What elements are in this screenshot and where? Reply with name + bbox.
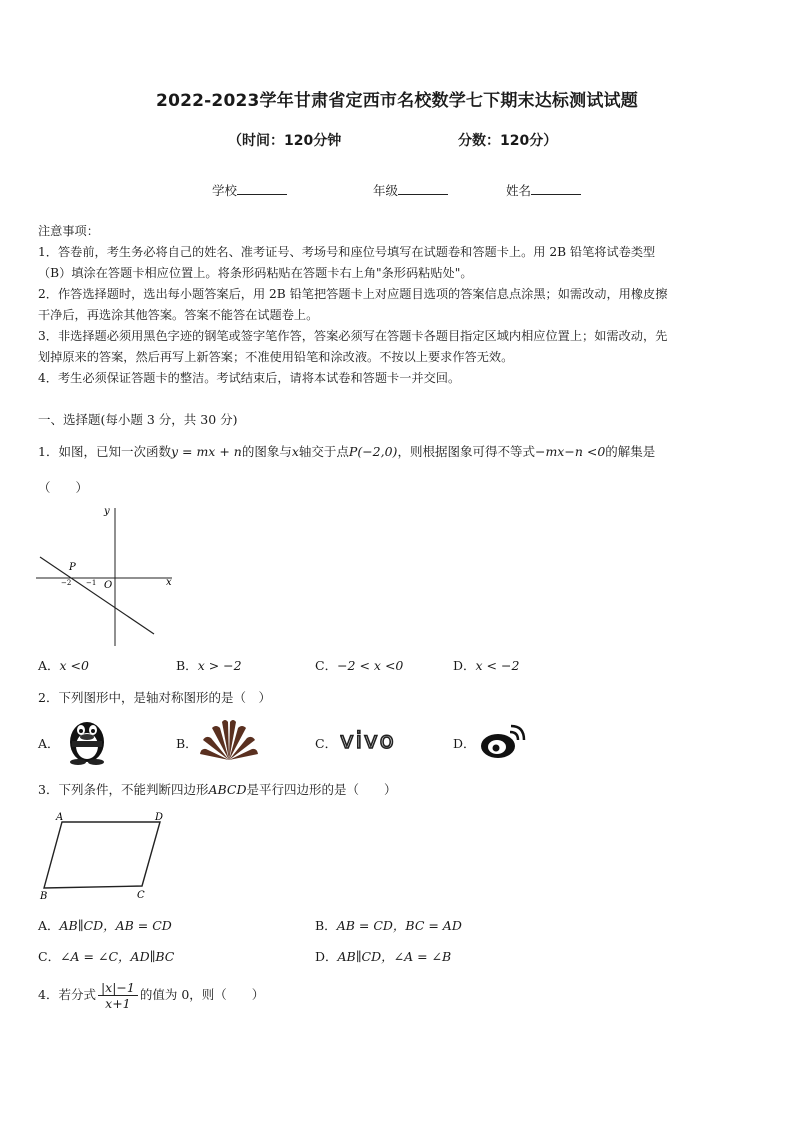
q1-option-d[interactable]	[453, 656, 519, 674]
vivo-wordmark: vivo	[340, 728, 396, 752]
section-heading: 一、选择题(每小题 3 分，共 30 分)	[38, 412, 238, 427]
notes-line: （B）填涂在答题卡相应位置上。将条形码粘贴在答题卡右上角"条形码粘贴处"。	[38, 266, 473, 280]
q4-fraction	[98, 980, 138, 1011]
option-value: AB∥CD，∠A = ∠B	[337, 949, 452, 964]
q1-formula: y = mx + n	[170, 444, 242, 459]
option-letter: D．	[315, 949, 338, 964]
q1-text: 轴交于点	[298, 444, 349, 459]
notes-line: 划掉原来的答案，然后再写上新答案；不准使用铅笔和涂改液。不按以上要求作答无效。	[38, 350, 514, 364]
question-2-stem: 2．下列图形中，是轴对称图形的是（ ）	[38, 690, 271, 705]
notes-heading: 注意事项：	[38, 224, 99, 238]
q1-formula: −mx−n <0	[534, 444, 606, 459]
q1-option-b[interactable]	[176, 656, 242, 674]
grade-field	[373, 181, 448, 199]
question-4-stem	[38, 980, 264, 1011]
grade-label: 年级	[373, 183, 399, 198]
name-field	[506, 181, 581, 199]
option-letter: A．	[38, 658, 60, 673]
weibo-logo[interactable]	[478, 722, 526, 762]
option-letter: C．	[38, 949, 61, 964]
option-value: x < −2	[475, 658, 520, 673]
q2-option-b-letter: B．	[176, 736, 198, 751]
option-value: x <0	[59, 658, 89, 673]
parallelogram-shape	[44, 822, 160, 888]
option-letter: D．	[453, 658, 476, 673]
q3-text: 3．下列条件，不能判断四边形	[38, 782, 209, 797]
x-axis-label: x	[166, 577, 172, 588]
q2-option-a-letter: A．	[38, 736, 60, 751]
q1-formula: P(−2,0)	[348, 444, 398, 459]
vertex-c-label: C	[137, 890, 145, 901]
question-3-stem	[38, 780, 397, 798]
school-field	[212, 181, 287, 199]
tick-label-minus1: −1	[86, 579, 97, 587]
q1-formula: x	[291, 444, 299, 459]
option-value: −2 < x <0	[337, 658, 404, 673]
fraction-numerator: |x|−1	[98, 980, 138, 996]
option-value: x > −2	[197, 658, 242, 673]
question-3-parallelogram	[38, 808, 168, 902]
grade-blank	[398, 182, 448, 195]
q1-text: ，则根据图象可得不等式	[397, 444, 535, 459]
q1-option-a[interactable]	[38, 656, 89, 674]
option-letter: B．	[315, 918, 337, 933]
q2-option-d-letter: D．	[453, 736, 476, 751]
q1-option-c[interactable]	[315, 656, 403, 674]
notes-line: 3．非选择题必须用黑色字迹的钢笔或签字笔作答，答案必须写在答题卡各题目指定区域内相应位置上；如需改动，先	[38, 329, 668, 343]
huawei-logo[interactable]	[198, 716, 260, 762]
notes-line: 1．答卷前，考生务必将自己的姓名、准考证号、考场号和座位号填写在试题卷和答题卡上。用 2B 铅笔将试卷类型	[38, 245, 656, 259]
notes-line: 4．考生必须保证答题卡的整洁。考试结束后，请将本试卷和答题卡一并交回。	[38, 371, 461, 385]
option-value: AB∥CD，AB = CD	[59, 918, 172, 933]
point-p-label: P	[69, 562, 76, 573]
page-title: 2022-2023学年甘肃省定西市名校数学七下期末达标测试试题	[156, 91, 638, 111]
function-line	[40, 557, 154, 634]
school-label: 学校	[212, 183, 238, 198]
notes-line: 2．作答选择题时，选出每小题答案后，用 2B 铅笔把答题卡上对应题目选项的答案信息点涂黑；如需改动，用橡皮擦	[38, 287, 668, 301]
school-blank	[237, 182, 287, 195]
question-1-graph	[36, 502, 178, 648]
q3-option-c[interactable]	[38, 947, 174, 965]
option-value: ∠A = ∠C，AD∥BC	[60, 949, 175, 964]
q4-text: 4．若分式	[38, 987, 96, 1002]
option-letter: A．	[38, 918, 60, 933]
option-letter: C．	[315, 658, 338, 673]
option-value: AB = CD，BC = AD	[336, 918, 462, 933]
vertex-d-label: D	[155, 812, 164, 823]
question-1-paren: （ ）	[38, 480, 89, 495]
y-axis-label: y	[104, 506, 110, 517]
q3-option-b[interactable]	[315, 916, 462, 934]
q2-option-c-letter: C．	[315, 736, 338, 751]
q1-text: 的解集是	[605, 444, 656, 459]
name-blank	[531, 182, 581, 195]
vertex-a-label: A	[56, 812, 64, 823]
q3-text: 是平行四边形的是（ ）	[246, 782, 397, 797]
exam-score: 分数：120分）	[458, 133, 558, 149]
q1-text: 1．如图，已知一次函数	[38, 444, 171, 459]
q4-text: 的值为 0，则（ ）	[139, 987, 265, 1002]
notes-block	[38, 221, 760, 389]
qq-penguin-logo[interactable]	[62, 714, 112, 766]
vivo-logo[interactable]	[340, 728, 436, 752]
vertex-b-label: B	[40, 891, 48, 902]
notes-line: 干净后，再选涂其他答案。答案不能答在试题卷上。	[38, 308, 319, 322]
question-1-stem	[38, 442, 655, 460]
option-letter: B．	[176, 658, 198, 673]
tick-label-minus2: −2	[61, 579, 72, 587]
exam-time: （时间：120分钟	[228, 133, 342, 149]
name-label: 姓名	[506, 183, 532, 198]
q3-option-a[interactable]	[38, 916, 172, 934]
q3-formula: ABCD	[208, 782, 247, 797]
fraction-denominator: x+1	[105, 996, 131, 1011]
q1-text: 的图象与	[241, 444, 292, 459]
origin-label: O	[104, 580, 113, 591]
q3-option-d[interactable]	[315, 947, 451, 965]
